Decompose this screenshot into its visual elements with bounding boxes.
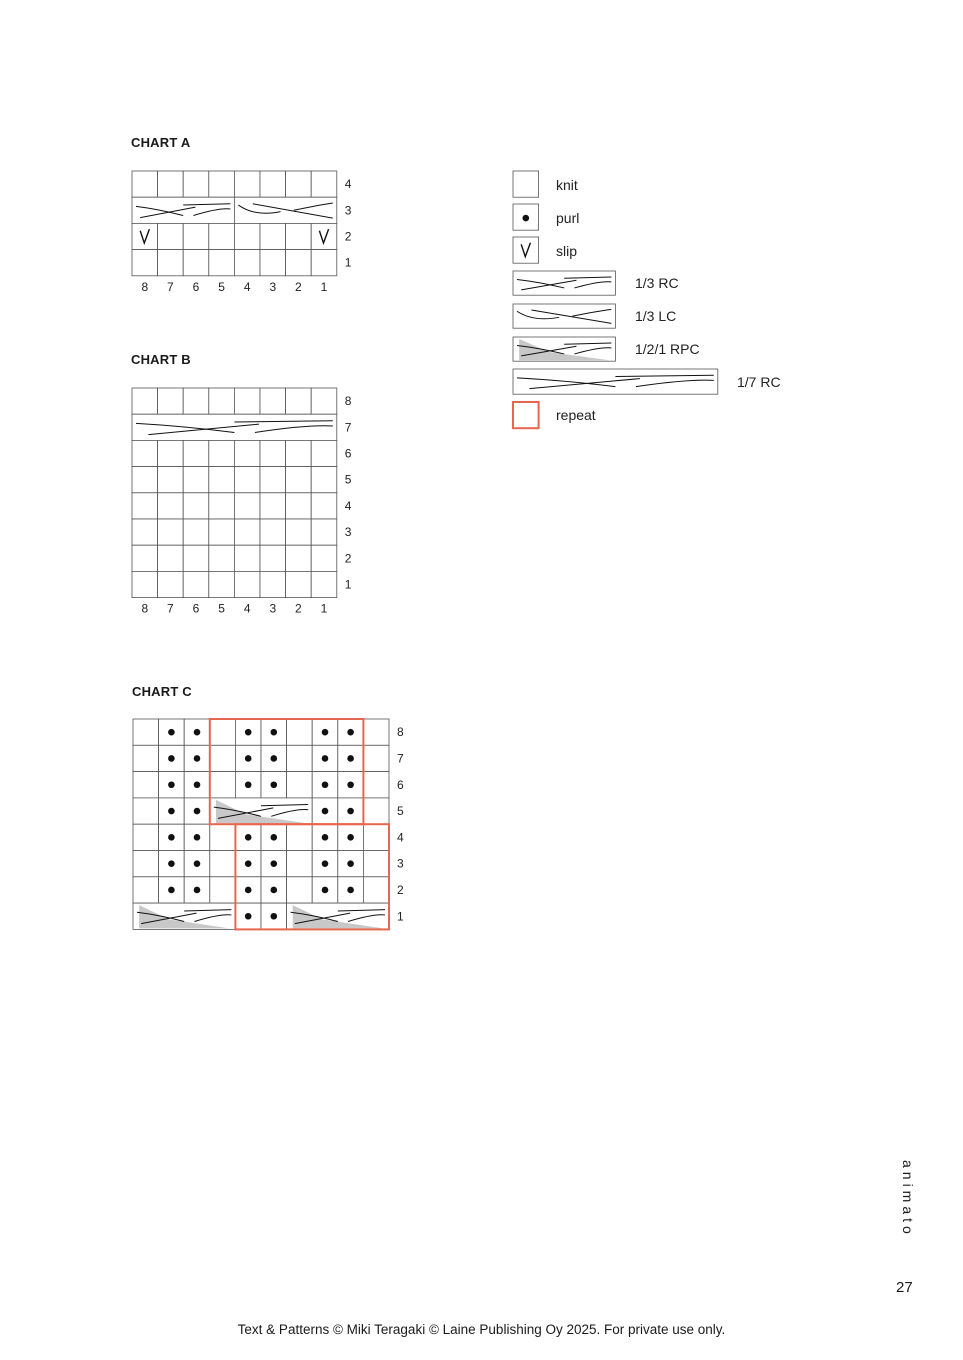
row-number: 3 bbox=[397, 856, 404, 871]
column-number: 2 bbox=[295, 601, 302, 616]
cable-purl-icon bbox=[513, 337, 615, 361]
column-number: 4 bbox=[243, 279, 251, 294]
column-number: 6 bbox=[192, 279, 200, 294]
cable-wide-icon bbox=[513, 369, 718, 394]
column-number: 3 bbox=[269, 279, 277, 294]
row-number: 5 bbox=[344, 472, 352, 487]
cable-left-icon bbox=[513, 304, 615, 328]
slip-icon bbox=[513, 237, 539, 263]
column-number: 1 bbox=[320, 279, 328, 294]
chart-c-title: CHART C bbox=[132, 684, 192, 699]
column-number: 7 bbox=[167, 279, 174, 294]
row-number: 8 bbox=[344, 394, 352, 409]
column-number: 1 bbox=[320, 601, 328, 616]
row-number: 3 bbox=[344, 203, 352, 218]
legend-label-1-2-1-rpc: 1/2/1 RPC bbox=[635, 341, 700, 357]
column-number: 3 bbox=[269, 601, 277, 616]
row-number: 5 bbox=[397, 804, 404, 819]
column-number: 8 bbox=[141, 601, 149, 616]
chart-a-title: CHART A bbox=[131, 135, 191, 150]
column-number: 5 bbox=[218, 601, 225, 616]
repeat-box-icon bbox=[513, 402, 539, 428]
column-number: 7 bbox=[167, 601, 174, 616]
row-number: 8 bbox=[397, 725, 404, 740]
row-number: 6 bbox=[344, 446, 352, 461]
row-number: 4 bbox=[344, 498, 352, 513]
row-number: 4 bbox=[344, 177, 352, 192]
column-number: 6 bbox=[192, 601, 200, 616]
column-number: 8 bbox=[141, 279, 149, 294]
side-title: animato bbox=[900, 1160, 916, 1238]
page-number: 27 bbox=[896, 1279, 913, 1296]
row-number: 7 bbox=[397, 751, 404, 766]
legend-label-1-3-rc: 1/3 RC bbox=[635, 275, 679, 291]
legend-label-knit: knit bbox=[556, 177, 578, 193]
row-number: 4 bbox=[397, 830, 404, 845]
column-number: 2 bbox=[295, 279, 302, 294]
legend-label-1-7-rc: 1/7 RC bbox=[737, 374, 781, 390]
legend-label-1-3-lc: 1/3 LC bbox=[635, 308, 677, 324]
row-number: 7 bbox=[344, 420, 352, 435]
row-number: 2 bbox=[397, 882, 404, 897]
row-number: 1 bbox=[397, 909, 404, 924]
legend-label-slip: slip bbox=[556, 243, 578, 259]
chart-b-title: CHART B bbox=[131, 352, 191, 367]
knit-icon bbox=[513, 171, 539, 197]
column-number: 4 bbox=[243, 601, 251, 616]
footer: Text & Patterns © Miki Teragaki © Laine Publishing Oy 2025. For private use only. bbox=[237, 1322, 726, 1337]
legend-label-purl: purl bbox=[556, 210, 580, 226]
row-number: 3 bbox=[344, 525, 352, 540]
purl-dot bbox=[523, 215, 530, 222]
legend-label-repeat: repeat bbox=[556, 407, 596, 423]
row-number: 6 bbox=[397, 777, 404, 792]
row-number: 1 bbox=[344, 577, 352, 592]
cable-right-icon bbox=[513, 271, 615, 295]
column-number: 5 bbox=[218, 279, 225, 294]
row-number: 1 bbox=[344, 255, 352, 270]
row-number: 2 bbox=[344, 229, 352, 244]
row-number: 2 bbox=[344, 551, 352, 566]
